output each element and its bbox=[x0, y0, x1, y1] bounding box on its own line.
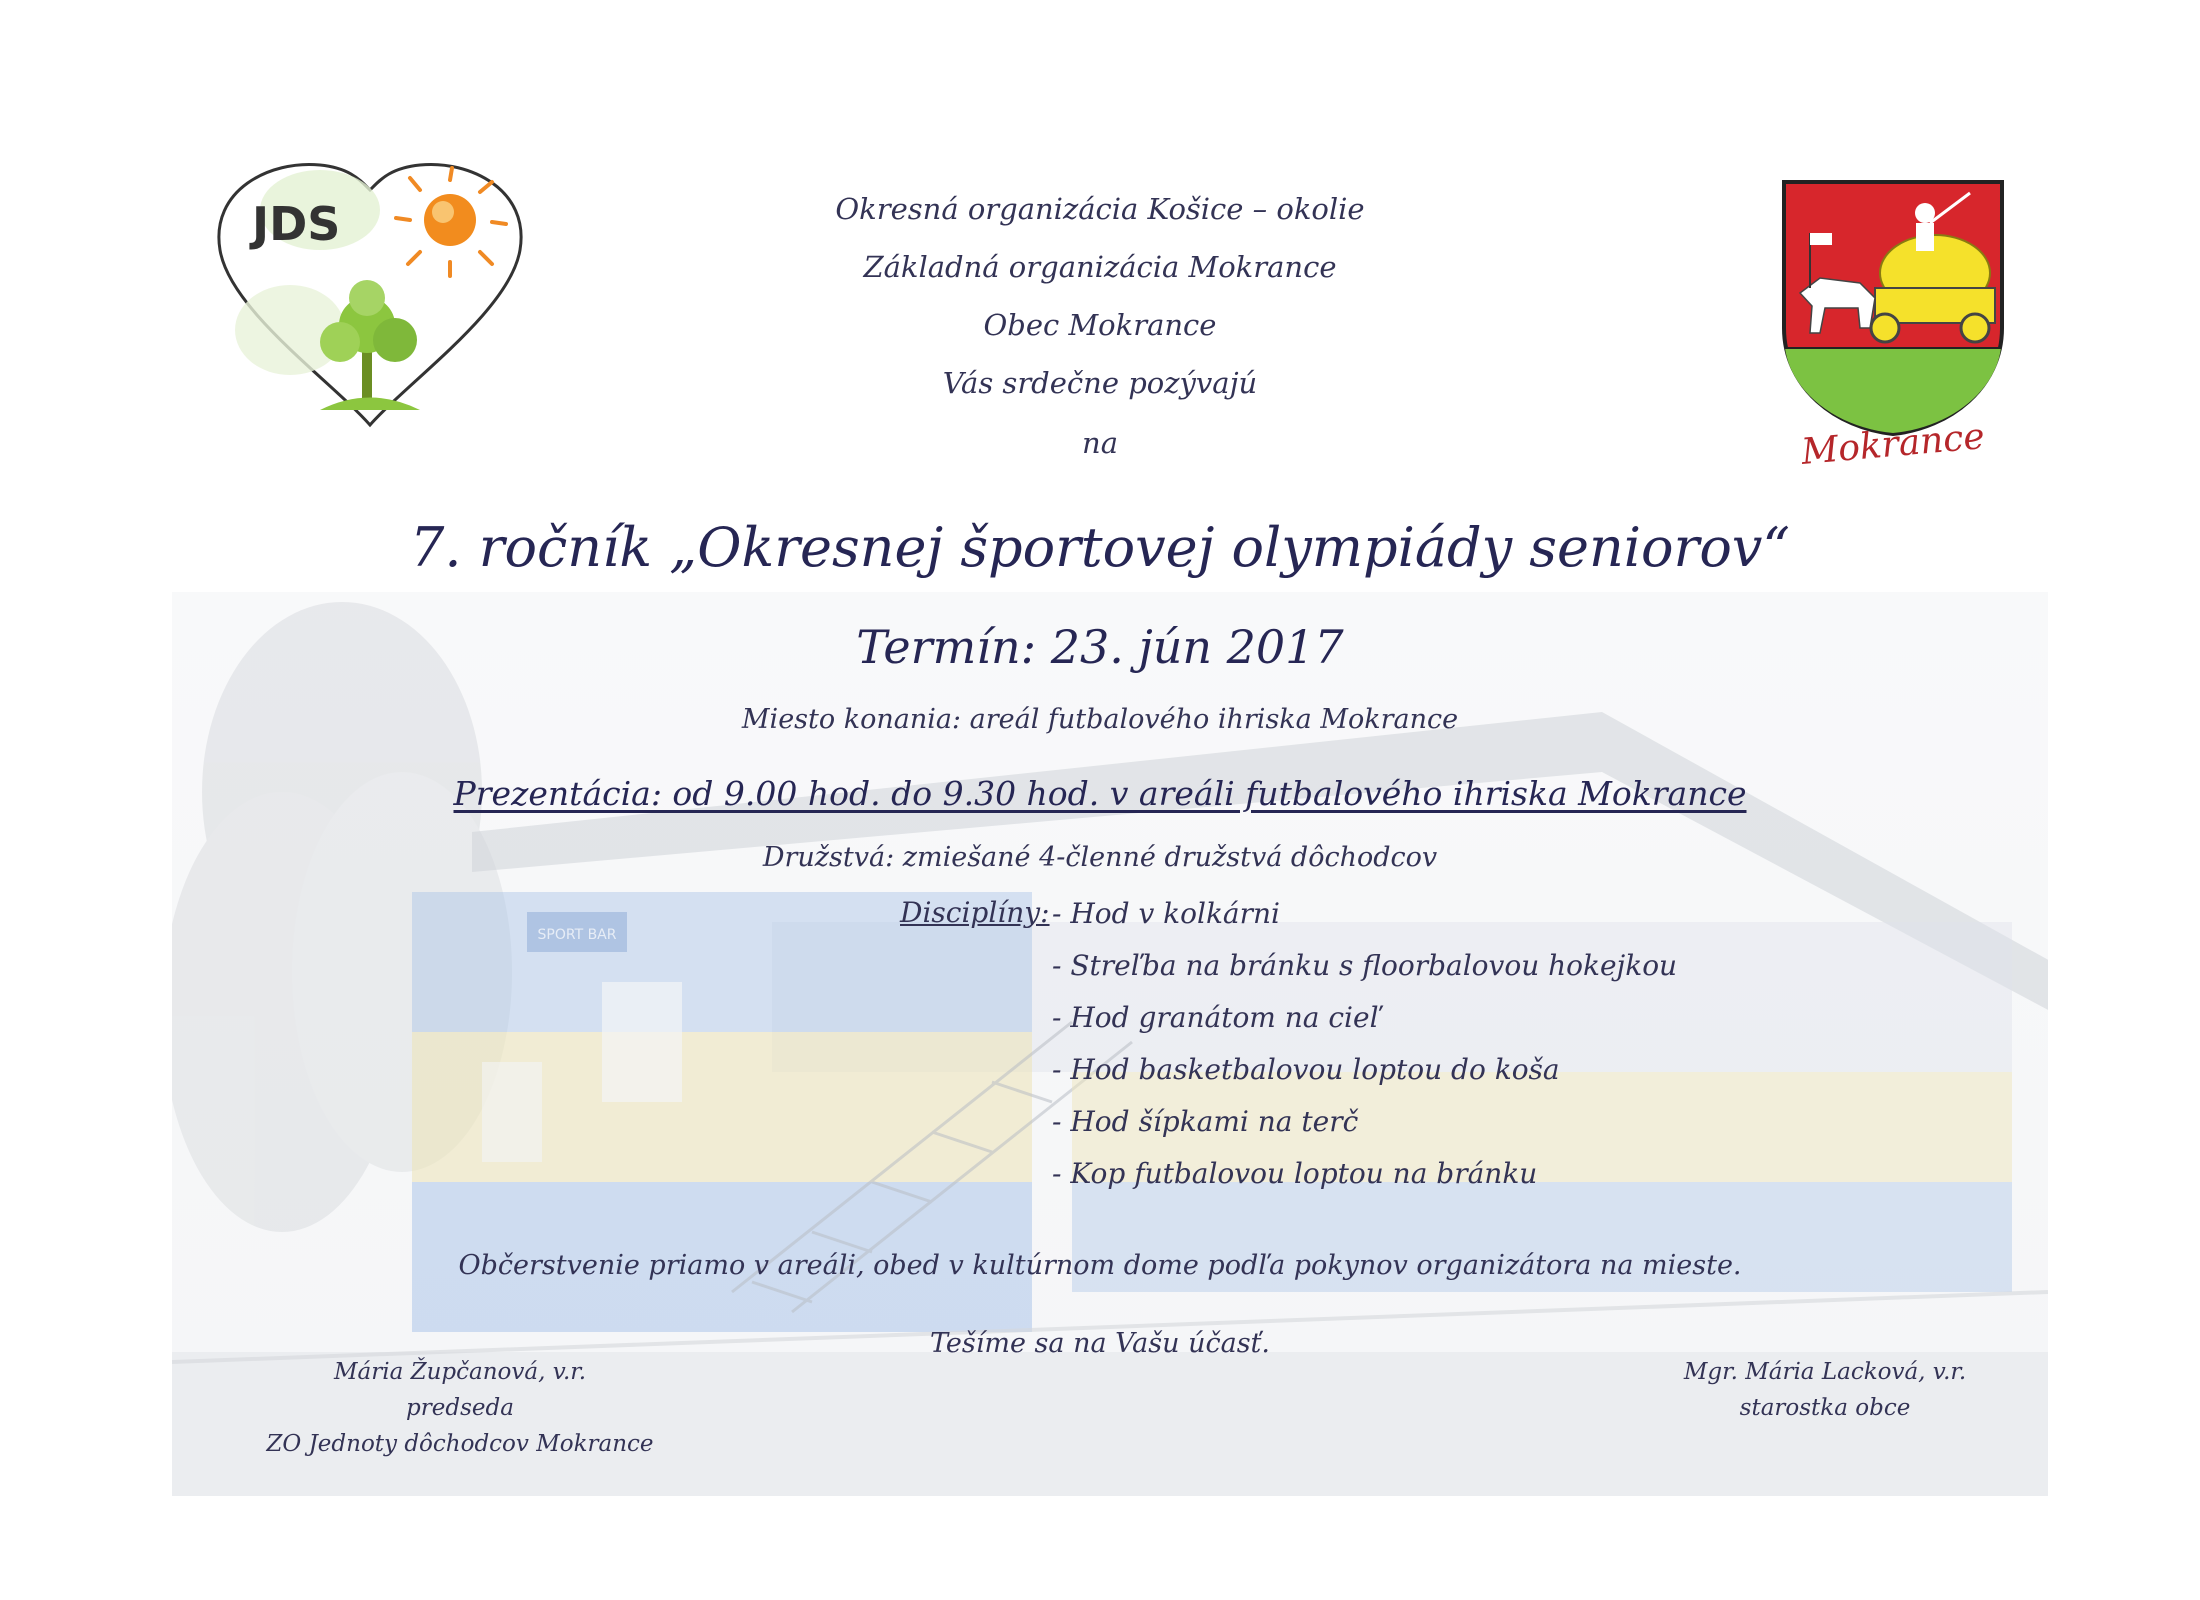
signature-right bbox=[1640, 1354, 2010, 1426]
signature-left-role: predseda bbox=[406, 1395, 514, 1421]
list-item: - Hod v kolkárni bbox=[1052, 897, 1280, 930]
header-line-5: na bbox=[1082, 426, 1118, 460]
header-line-4: Vás srdečne pozývajú bbox=[942, 366, 1258, 400]
list-item: - Hod šípkami na terč bbox=[1052, 1105, 1359, 1138]
signature-left-name: Mária Župčanová, v.r. bbox=[333, 1359, 587, 1385]
event-venue: Miesto konania: areál futbalového ihriska Mokrance bbox=[741, 704, 1459, 735]
signature-right-name: Mgr. Mária Lacková, v.r. bbox=[1683, 1359, 1967, 1385]
event-registration: Prezentácia: od 9.00 hod. do 9.30 hod. v areáli futbalového ihriska Mokrance bbox=[453, 774, 1747, 813]
event-teams: Družstvá: zmiešané 4-členné družstvá dôchodcov bbox=[762, 842, 1438, 873]
header-line-1: Okresná organizácia Košice – okolie bbox=[835, 192, 1365, 226]
list-item: - Streľba na bránku s floorbalovou hokejkou bbox=[1052, 949, 1678, 982]
jds-logo-text: JDS bbox=[252, 197, 341, 251]
crest-label: Mokrance bbox=[1799, 416, 1987, 473]
disciplines-label: Disciplíny: bbox=[900, 896, 1050, 929]
signature-left-org: ZO Jednoty dôchodcov Mokrance bbox=[266, 1431, 654, 1457]
disciplines-list bbox=[1052, 896, 1677, 1208]
photo-sign-text: SPORT BAR bbox=[537, 927, 617, 943]
closing-note: Tešíme sa na Vašu účasť. bbox=[930, 1328, 1270, 1359]
event-title: 7. ročník „Okresnej športovej olympiády seniorov“ bbox=[410, 516, 1790, 579]
event-date: Termín: 23. jún 2017 bbox=[856, 620, 1344, 674]
signature-right-role: starostka obce bbox=[1739, 1395, 1911, 1421]
list-item: - Kop futbalovou loptou na bránku bbox=[1052, 1157, 1538, 1190]
header-line-2: Základná organizácia Mokrance bbox=[863, 250, 1337, 284]
refreshments-note: Občerstvenie priamo v areáli, obed v kultúrnom dome podľa pokynov organizátora na mieste. bbox=[458, 1250, 1742, 1281]
signature-left bbox=[240, 1354, 680, 1462]
list-item: - Hod granátom na cieľ bbox=[1052, 1001, 1381, 1034]
list-item: - Hod basketbalovou loptou do koša bbox=[1052, 1053, 1560, 1086]
header-line-3: Obec Mokrance bbox=[983, 308, 1217, 342]
